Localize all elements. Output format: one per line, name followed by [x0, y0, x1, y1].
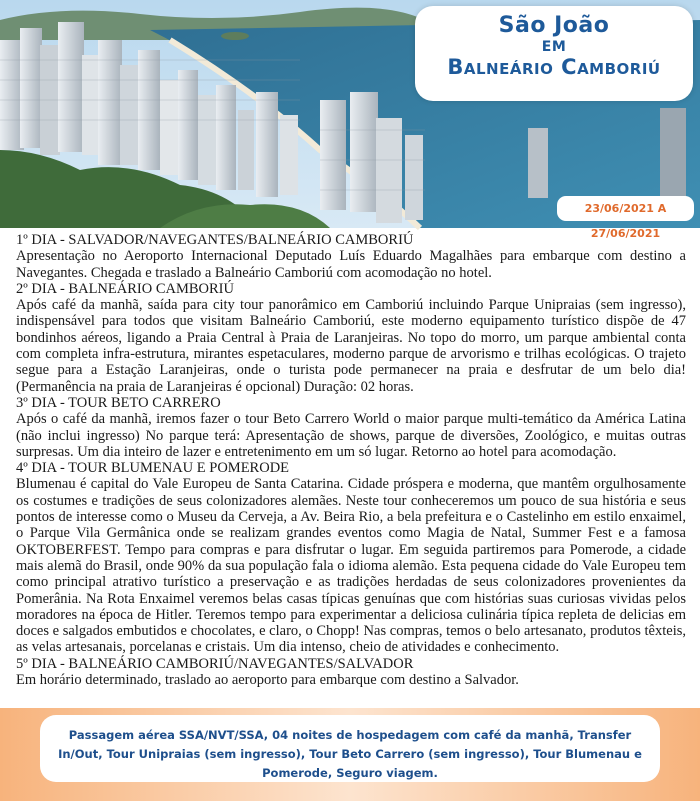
- day-1-title: 1º DIA - SALVADOR/NAVEGANTES/BALNEÁRIO CAMBORIÚ: [16, 232, 414, 248]
- includes-box: [40, 715, 660, 782]
- day-2-title: 2º DIA - BALNEÁRIO CAMBORIÚ: [16, 280, 234, 297]
- itinerary: [16, 232, 686, 688]
- day-2-text: Após café da manhã, saída para city tour panorâmico em Camboriú incluindo Parque Unipraias (sem ingresso), indispensável para todos que visitam Balneário Camboriú, este moderno equipamento turístico dispõe de 47 bondinhos aéreos, ligando a Praia Central à Praia de Laranjeiras. No topo do morro, um parque ambiental conta com completa infra-estrutura, mirantes espetaculares, moderno parque de arvorismo e trilhas ecológicas. O trajeto segue para a Estação Laranjeiras, onde o turista pode permanecer na praia e desfrutar de um belo dia! (Permanência na praia de Laranjeiras é opcional) Duração: 02 horas.: [16, 297, 686, 395]
- day-4-text: Blumenau é capital do Vale Europeu de Santa Catarina. Cidade próspera e moderna, que mantêm orgulhosamente os costumes e tradições de seus colonizadores alemães. Neste tour conheceremos um pouco de sua história e seus pontos de interesse como o Museu da Cerveja, a Av. Beira Rio, a bela prefeitura e o Castelinho em estilo enxaimel, o Parque Vila Germânica onde se realizam grandes eventos como Magia de Natal, Summer Fest e a famosa OKTOBERFEST. Tempo para compras e para disfrutar o lugar. Em seguida partiremos para Pomerode, a cidade mais alemã do Brasil, onde 90% da sua população fala o idioma alemão. Esta pequena cidade do Vale Europeu tem como principal atrativo turístico a preservação e as tradições herdadas de seus colonizadores provenientes da Pomerânia. Na Rota Enxaimel veremos belas casas típicas genuínas que com histórias suas curiosas vividas pelos moradores na época de Hitler. Teremos tempo para experimentar a deliciosa culinária típica repleta de delicias em doces e salgados embutidos e chocolates, e claro, o Chopp! Nas compras, temos o belo artesanato, produtos têxteis, as velas artesanais, porcelanas e cristais. Um dia intenso, cheio de atividades e conhecimento.: [16, 476, 686, 656]
- title-line-3: Balneário Camboriú: [447, 55, 661, 79]
- title-line-2: EM: [541, 39, 567, 55]
- day-3-text: Após o café da manhã, iremos fazer o tour Beto Carrero World o maior parque multi-temático da América Latina (não inclui ingresso) No parque terá: Apresentação de shows, parque de diversões, Zoológico, e muitas outras surpresas. Um dia inteiro de lazer e entretenimento em um só lugar. Retorno ao hotel para acomodação.: [16, 411, 686, 460]
- day-5-title: 5º DIA - BALNEÁRIO CAMBORIÚ/NAVEGANTES/SALVADOR: [16, 655, 414, 672]
- day-5-text: Em horário determinado, traslado ao aeroporto para embarque com destino a Salvador.: [16, 672, 519, 689]
- date-badge: 23/06/2021 A 27/06/2021: [557, 196, 694, 221]
- title-card: [415, 6, 693, 101]
- day-4-title: 4º DIA - TOUR BLUMENAU E POMERODE: [16, 460, 290, 477]
- day-3-title: 3º DIA - TOUR BETO CARRERO: [16, 394, 221, 411]
- day-1-text: Apresentação no Aeroporto Internacional Deputado Luís Eduardo Magalhães para embarque com destino a Navegantes. Chegada e traslado a Balneário Camboriú com acomodação no hotel.: [16, 248, 686, 281]
- title-line-1: São João: [498, 13, 610, 38]
- footer-banner: [0, 708, 700, 801]
- includes-text: Passagem aérea SSA/NVT/SSA, 04 noites de hospedagem com café da manhã, Transfer In/Out, Tour Unipraias (sem ingresso), Tour Beto Carrero (sem ingresso), Tour Blumenau e Pomerode, Seguro viagem.: [58, 728, 642, 780]
